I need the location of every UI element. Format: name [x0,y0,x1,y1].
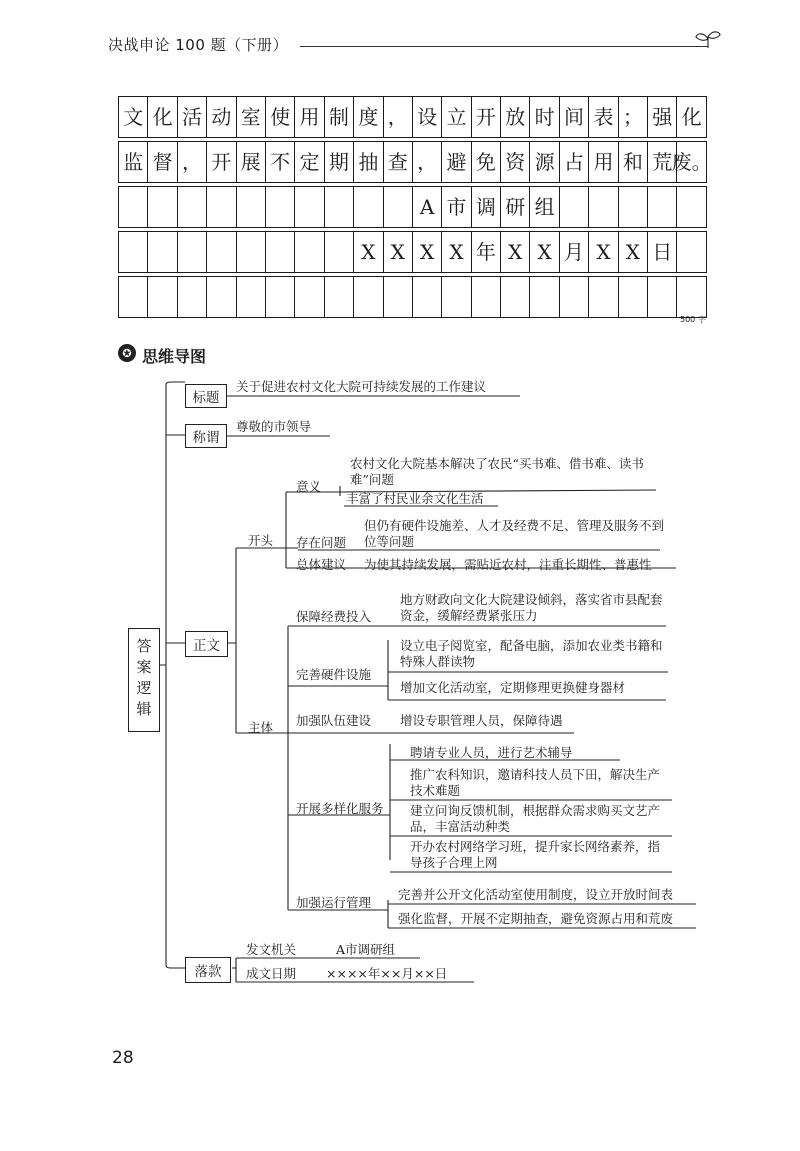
node-body-label: 正文 [185,631,228,657]
grid-cell: ； [619,97,648,137]
grid-cell: 用 [589,142,618,182]
services-label: 开展多样化服务 [296,801,384,816]
grid-cell: 开 [207,142,236,182]
grid-cell: 调 [472,187,501,227]
grid-cell: 研 [501,187,530,227]
grid-cell: 开 [472,97,501,137]
grid-cell: 查 [384,142,413,182]
grid-cell: 抽 [354,142,383,182]
grid-cell: 表 [589,97,618,137]
funding-text: 地方财政向文化大院建设倾斜，落实省市县配套资金，缓解经费紧张压力 [400,592,663,623]
grid-cell: 动 [207,97,236,137]
grid-cell: 放 [501,97,530,137]
grid-cell: 避 [442,142,471,182]
grid-cell: X [589,232,618,272]
issuer-label: 发文机关 [246,942,297,957]
grid-cell: 废。 [677,142,706,182]
services-item-2: 推广农科知识，邀请科技人员下田，解决生产技术难题 [410,767,661,798]
grid-cell: ， [384,97,413,137]
significance-item-1: 农村文化大院基本解决了农民“买书难、借书难、读书难”问题 [350,456,644,487]
grid-cell: 度 [354,97,383,137]
grid-cell: X [413,232,442,272]
node-signature-label: 落款 [185,957,231,983]
star-badge-icon: ✪ [118,344,136,362]
grid-cell: X [619,232,648,272]
operation-label: 加强运行管理 [296,895,372,910]
services-item-1: 聘请专业人员，进行艺术辅导 [410,745,573,760]
significance-label: 意义 [296,479,322,494]
significance-item-2: 丰富了村民业余文化生活 [346,491,484,506]
date-label: 成文日期 [246,966,297,981]
grid-cell: 占 [560,142,589,182]
overall-text: 为使其持续发展，需贴近农村，注重长期性、普惠性 [364,557,652,572]
hardware-item-2: 增加文化活动室，定期修理更换健身器材 [400,680,626,695]
grid-cell: X [442,232,471,272]
team-label: 加强队伍建设 [296,713,372,728]
grid-cell: 化 [148,97,177,137]
grid-cell: 立 [442,97,471,137]
services-item-3: 建立问询反馈机制，根据群众需求购买文艺产品，丰富活动种类 [410,803,661,834]
grid-cell: 市 [442,187,471,227]
grid-cell: 组 [530,187,559,227]
grid-cell: 荒 [648,142,677,182]
grid-cell: X [354,232,383,272]
grid-cell: 用 [295,97,324,137]
grid-cell: 月 [560,232,589,272]
mindmap-title: 思维导图 [142,347,207,366]
grid-cell: 源 [530,142,559,182]
grid-cell: 年 [472,232,501,272]
issuer-value: A市调研组 [336,942,396,957]
main-label: 主体 [248,720,274,735]
node-title-label: 标题 [185,384,227,408]
grid-cell: 设 [413,97,442,137]
grid-cell: 定 [295,142,324,182]
grid-cell: 展 [237,142,266,182]
grid-cell: 强 [648,97,677,137]
grid-cell: 文 [119,97,148,137]
word-count: 500 字 [680,315,706,324]
team-text: 增设专职管理人员，保障待遇 [400,713,563,728]
grid-cell: 间 [560,97,589,137]
overall-label: 总体建议 [296,557,347,572]
grid-cell: 活 [178,97,207,137]
funding-label: 保障经费投入 [296,609,372,624]
grid-cell: ， [178,142,207,182]
grid-cell: 监 [119,142,148,182]
operation-item-1: 完善并公开文化活动室使用制度，设立开放时间表 [398,887,674,902]
grid-cell: 使 [266,97,295,137]
services-item-4: 开办农村网络学习班，提升家长网络素养，指导孩子合理上网 [410,839,661,870]
node-salutation-label: 称谓 [185,424,227,448]
grid-cell: 免 [472,142,501,182]
grid-cell: 时 [530,97,559,137]
date-value: ××××年××月××日 [326,966,448,981]
root-node: 答案逻辑 [128,628,160,732]
title-text: 关于促进农村文化大院可持续发展的工作建议 [236,379,487,394]
operation-item-2: 强化监督，开展不定期抽查，避免资源占用和荒废 [398,911,674,926]
grid-cell: 室 [237,97,266,137]
grid-cell: ， [413,142,442,182]
grid-cell: 制 [325,97,354,137]
grid-cell: X [384,232,413,272]
hardware-item-1: 设立电子阅览室，配备电脑，添加农业类书籍和特殊人群读物 [400,638,663,669]
salutation-text: 尊敬的市领导 [236,419,312,434]
grid-cell: 资 [501,142,530,182]
grid-cell: 期 [325,142,354,182]
opening-label: 开头 [248,533,274,548]
grid-cell: 督 [148,142,177,182]
grid-cell: 不 [266,142,295,182]
grid-cell: X [530,232,559,272]
hardware-label: 完善硬件设施 [296,667,372,682]
grid-cell: A [413,187,442,227]
grid-cell: X [501,232,530,272]
page-number: 28 [112,1048,134,1068]
problems-text: 但仍有硬件设施差、人才及经费不足、管理及服务不到位等问题 [364,518,665,549]
problems-label: 存在问题 [296,535,347,550]
grid-cell: 日 [648,232,677,272]
grid-cell: 化 [677,97,706,137]
grid-cell: 和 [619,142,648,182]
running-header-title: 决战申论 100 题（下册） [108,36,289,54]
